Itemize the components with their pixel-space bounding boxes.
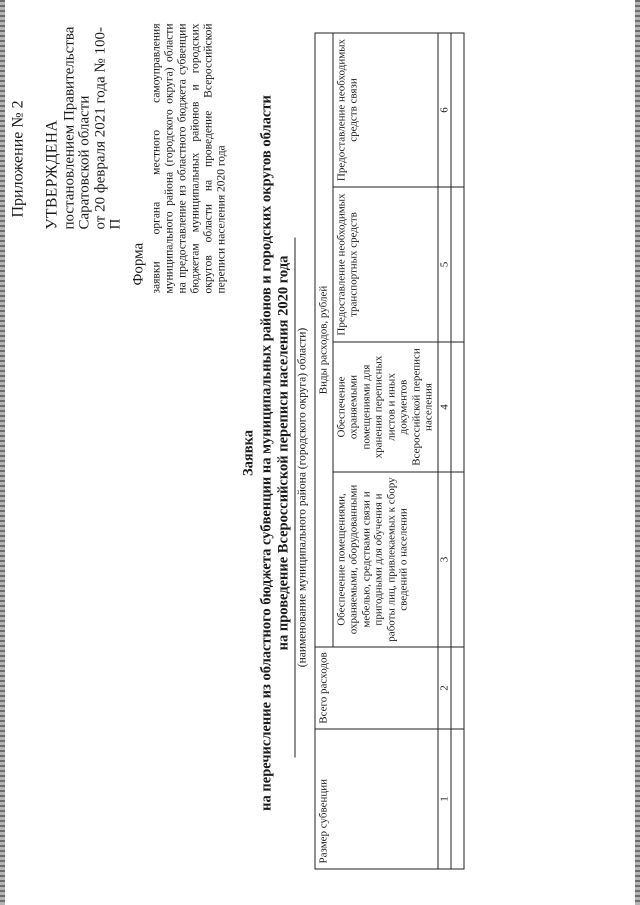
empty-cell <box>450 647 463 729</box>
empty-cell <box>450 33 463 187</box>
appendix-label: Приложение № 2 <box>9 99 26 217</box>
header-subsidy-size: Размер субвенции <box>315 729 438 869</box>
subsidy-table <box>314 32 464 869</box>
form-intro-text: заявки органа местного самоуправления муниципального района (городского округа) области на предоставление из областного бюджета субвенции бюджетам муниципальных районов и городских округов области на проведение Всероссийской переписи населения 2020 года <box>150 23 227 293</box>
header-total-expenses: Всего расходов <box>315 647 438 729</box>
column-number: 5 <box>437 187 450 342</box>
empty-cell <box>450 342 463 472</box>
municipality-name-caption: (наименование муниципального района (городского округа) области) <box>294 237 308 757</box>
title-line: на проведение Всероссийской переписи населения 2020 года <box>275 255 291 650</box>
title-line: на перечисление из областного бюджета субвенции на муниципальных районов и городских округов области <box>257 94 274 811</box>
header-communication: Предоставление необходимых средств связи <box>332 33 437 187</box>
header-premises-storage: Обеспечение охраняемыми помещениями для хранения переписных листов и иных документов Всероссийской переписи населения <box>332 342 437 472</box>
empty-cell <box>450 187 463 342</box>
column-number: 3 <box>437 472 450 647</box>
form-label: Форма <box>130 242 146 285</box>
empty-cell <box>450 472 463 647</box>
approved-stamp-text: УТВЕРЖДЕНА <box>43 119 60 229</box>
table-header-row <box>315 33 333 869</box>
header-expense-types: Виды расходов, рублей <box>315 33 333 647</box>
column-number: 4 <box>437 342 450 472</box>
title-line: Заявка <box>240 429 256 476</box>
decree-line: от 20 февраля 2021 года № 100-П <box>91 26 123 229</box>
table-row <box>450 33 463 869</box>
column-number: 1 <box>437 729 450 869</box>
column-number: 2 <box>437 647 450 729</box>
document-title <box>240 0 293 905</box>
empty-cell <box>450 729 463 869</box>
decree-line: Саратовской области <box>76 95 92 229</box>
column-number: 6 <box>437 33 450 187</box>
header-premises-training: Обеспечение помещениями, охраняемыми, оборудованными мебелью, средствами связи и пригодными для обучения и работы лиц, привлекаемых к сбору сведений о населении <box>332 472 437 647</box>
decree-line: постановлением Правительства <box>60 26 77 229</box>
approval-block <box>44 24 124 229</box>
header-transport: Предоставление необходимых транспортных средств <box>332 187 437 342</box>
column-number-row <box>437 33 450 869</box>
